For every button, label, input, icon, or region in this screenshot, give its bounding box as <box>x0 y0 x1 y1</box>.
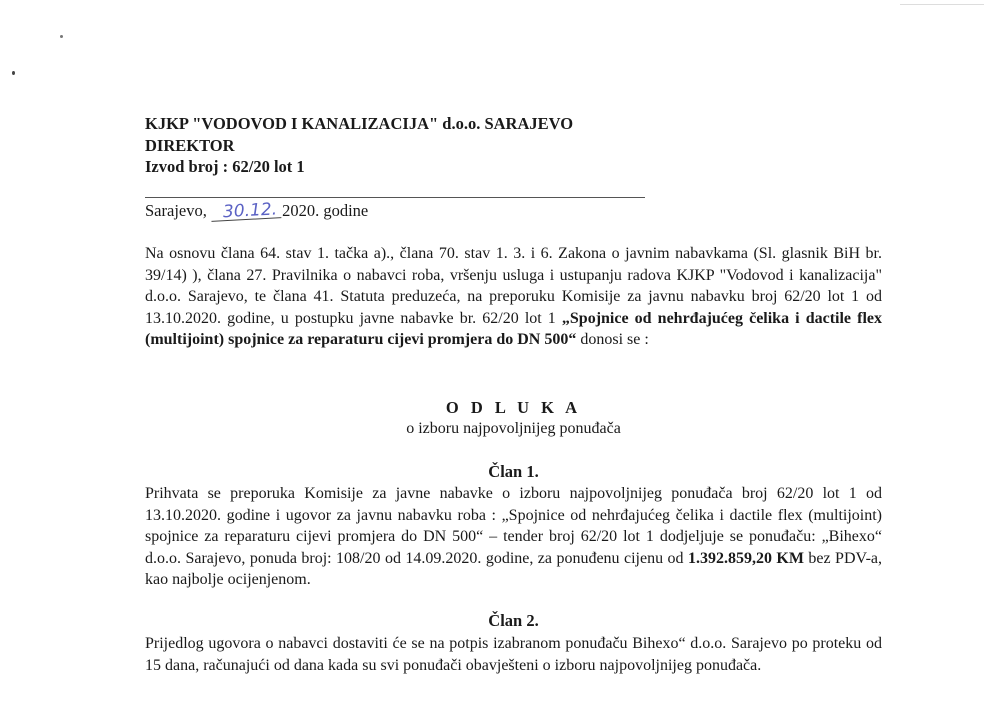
decision-heading <box>145 397 882 439</box>
article-1-body: Prihvata se preporuka Komisije za javne nabavke o izboru najpovoljnijeg ponuđača broj 62/20 lot 1 od 13.10.2020. godine i ugovor za javnu nabavku roba : „Spojnice od nehrđajućeg čelika i dactile flex (multijoint) spojnice za reparaturu cijevi promjera do DN 500“ – tender broj 62/20 lot 1 dodjeljuje se ponuđaču: „Bihexo“ d.o.o. Sarajevo, ponuda broj: 108/20 od 14.09.2020. godine, za ponuđenu cijenu od <box>145 485 882 567</box>
article-2-text: Prijedlog ugovora o nabavci dostaviti će se na potpis izabranom ponuđaču Bihexo“ d.o.o. Sarajevo po proteku od 15 dana, računajući od dana kada su svi ponuđači obavješteni o izboru najpovoljnijeg ponuđača. <box>145 635 882 674</box>
article-1-ending: bez PDV-a, kao najbolje ocijenjenom. <box>145 549 883 588</box>
article-2-heading: Član 2. <box>488 611 539 630</box>
article-1-heading: Član 1. <box>488 462 539 481</box>
date-line <box>145 200 368 222</box>
intro-paragraph <box>145 243 882 351</box>
company-name: KJKP "VODOVOD I KANALIZACIJA" d.o.o. SARAJEVO <box>145 114 574 133</box>
tender-title: „Spojnice od nehrđajućeg čelika i dactile flex (multijoint) spojnice za reparaturu cijevi promjera do DN 500“ <box>145 309 883 348</box>
director-title: DIREKTOR <box>145 135 235 155</box>
article-1-text <box>145 483 882 591</box>
header-divider <box>145 197 645 198</box>
intro-ending: donosi se : <box>576 331 649 348</box>
decision-title: O D L U K A <box>445 398 582 417</box>
date-year: 2020. godine <box>282 201 369 220</box>
date-place: Sarajevo, <box>145 201 207 220</box>
intro-text: Na osnovu člana 64. stav 1. tačka a)., člana 70. stav 1. 3. i 6. Zakona o javnim nabavkama (Sl. glasnik BiH br. 39/14) ), člana 27. Pravilnika o nabavci roba, vršenju usluga i ustupanju radova KJKP "Vodovod i kanalizacija" d.o.o. Sarajevo, te člana 41. Statuta preduzeća, na preporuku Komisije za javnu nabavku broj 62/20 lot 1 od 13.10.2020. godine, u postupku javne nabavke br. 62/20 lot 1 <box>145 245 882 327</box>
handwritten-date: 30.12. <box>211 201 282 222</box>
scan-speck <box>60 35 63 38</box>
decision-subtitle: o izboru najpovoljnijeg ponuđača <box>406 420 621 437</box>
scan-speck <box>12 71 15 75</box>
extract-number: Izvod broj : 62/20 lot 1 <box>145 157 305 176</box>
document-header <box>145 113 573 178</box>
contract-amount: 1.392.859,20 KM <box>687 549 804 567</box>
scan-edge-line <box>900 4 984 5</box>
